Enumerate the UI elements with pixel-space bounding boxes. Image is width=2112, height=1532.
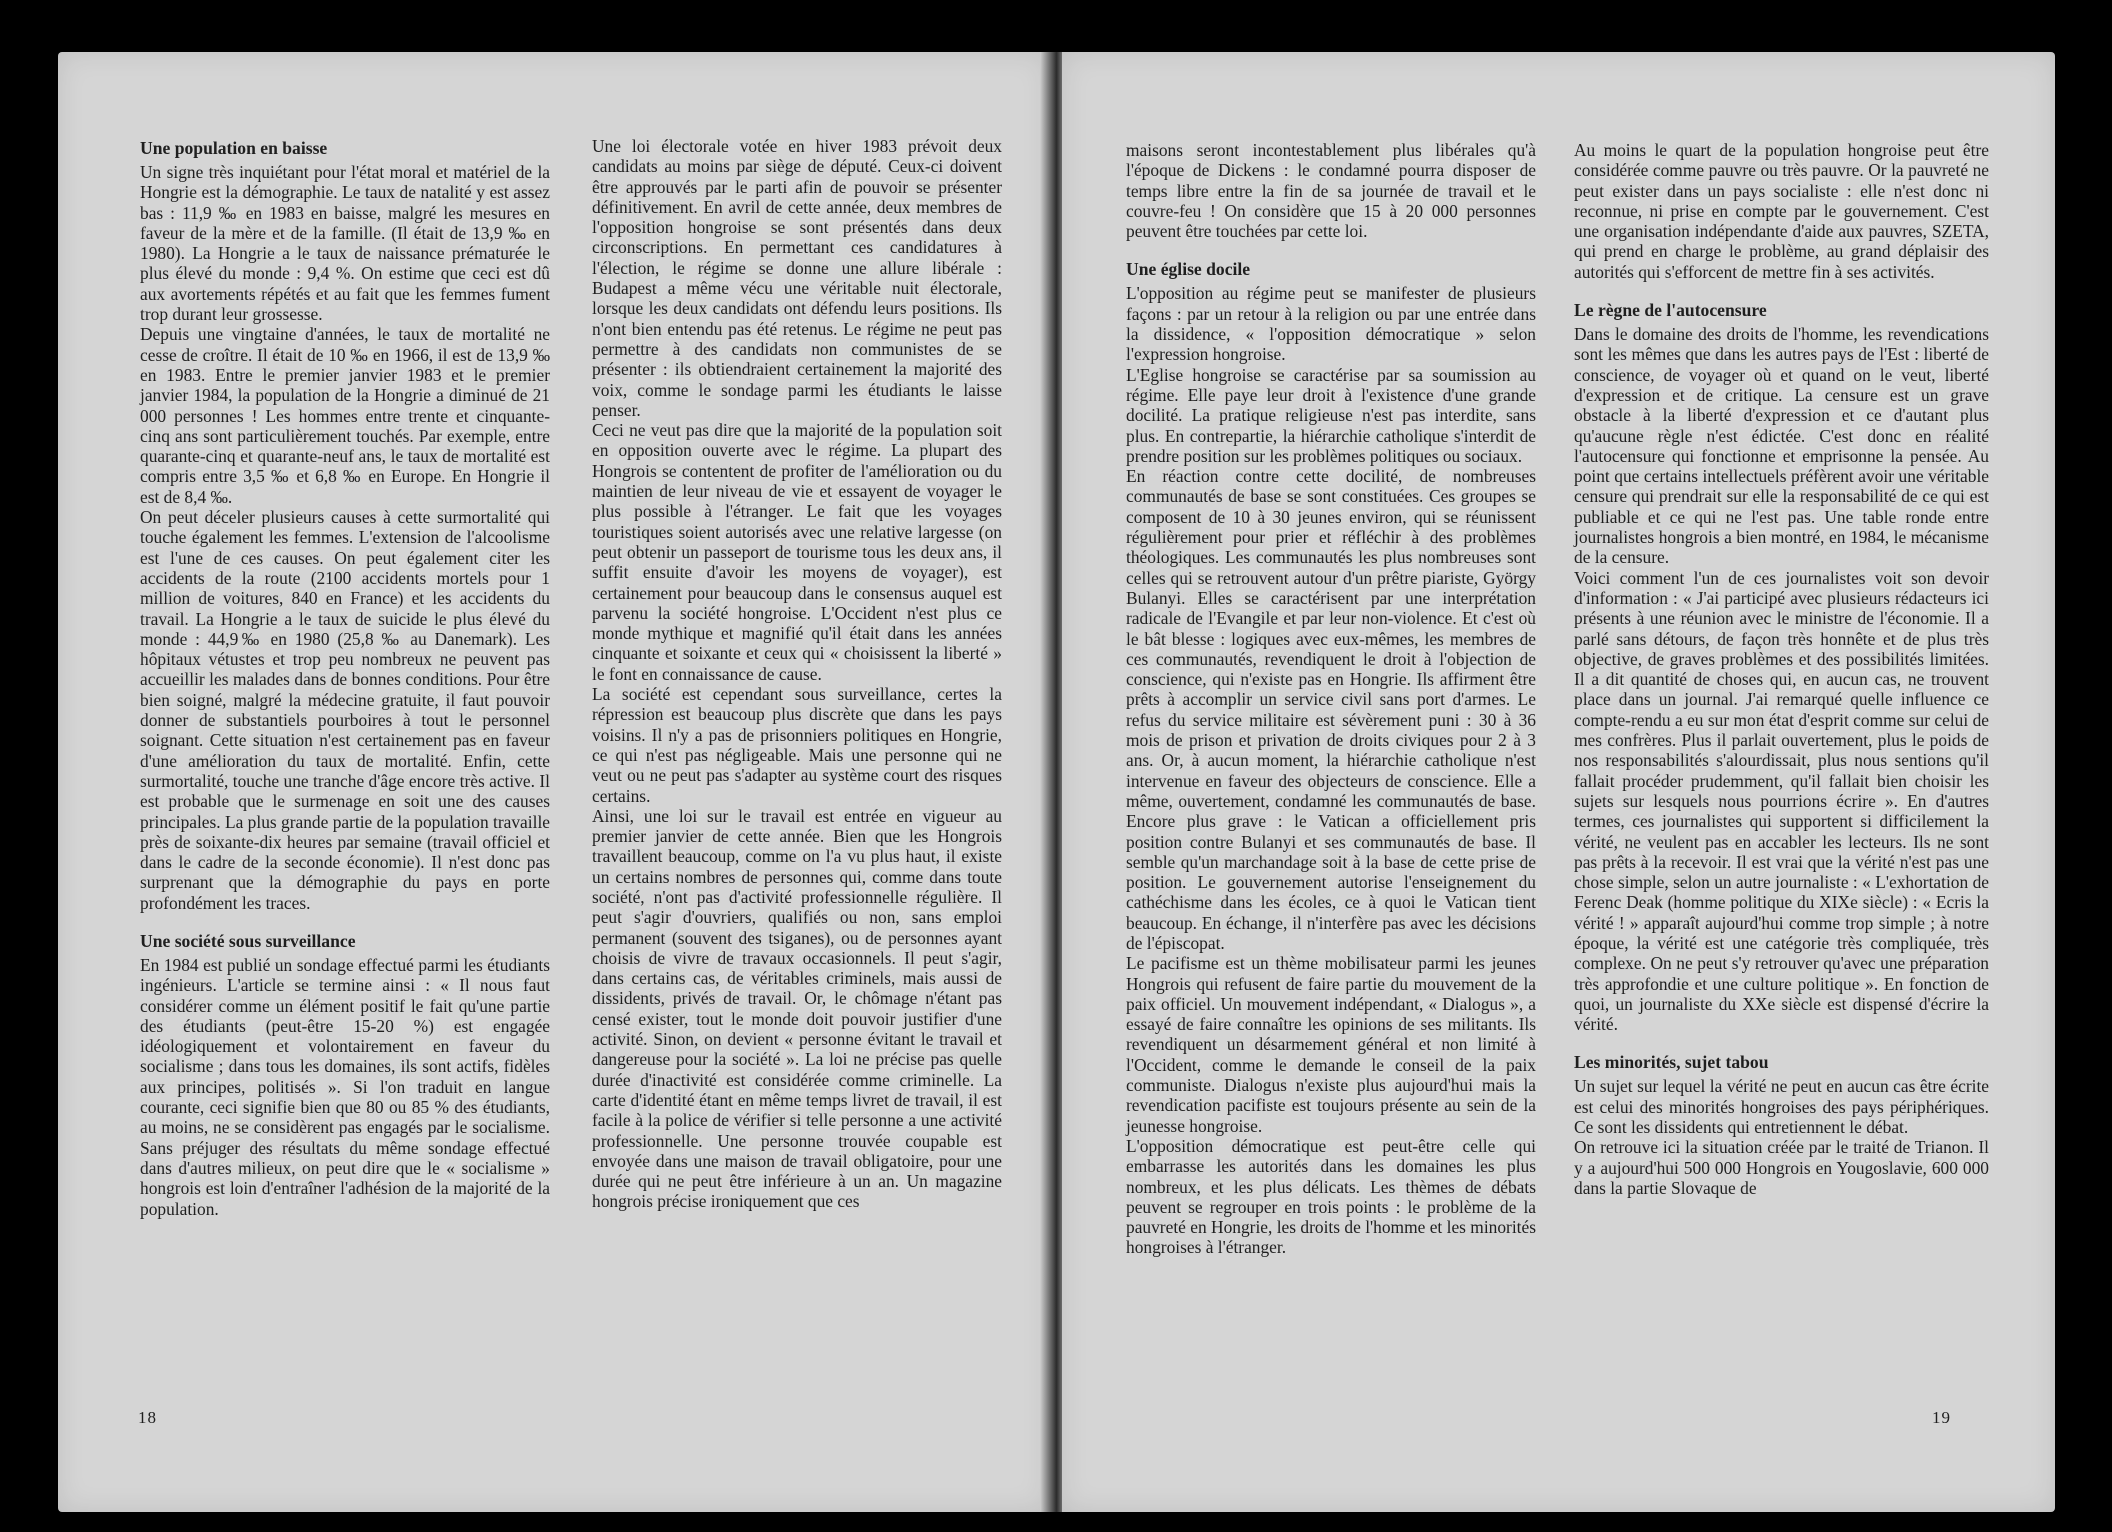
page-number: 19 — [1932, 1408, 1951, 1427]
left-column-2 — [592, 136, 1002, 1212]
paragraph: Dans le domaine des droits de l'homme, les revendications sont les mêmes que dans les autres pays de l'Est : liberté de conscience, de voyager où et quand on le veut, liberté d'expression et de critique. La censure est un grave obstacle à la liberté d'expression et ce d'autant plus qu'aucune règle n'est édictée. C'est donc en réalité l'autocensure qui fonctionne et emprisonne la pensée. Au point que certains intellectuels préfèrent avoir une véritable censure qui prendrait sur elle la responsabilité de ce qui est publiable et ce qui ne l'est pas. Une table ronde entre journalistes hongrois a bien montré, en 1984, le mécanisme de la censure. — [1574, 324, 1989, 568]
paragraph: L'opposition démocratique est peut-être celle qui embarrasse les autorités dans les domaines les plus nombreux, et les plus délicats. Les thèmes de débats peuvent se regrouper en trois points : le problème de la pauvreté en Hongrie, les droits de l'homme et les minorités hongroises à l'étranger. — [1126, 1135, 1536, 1258]
paragraph: Le pacifisme est un thème mobilisateur parmi les jeunes Hongrois qui refusent de faire partie du mouvement de la paix officiel. Un mouvement indépendant, « Dialogus », a essayé de faire connaître les opinions de ses militants. Ils revendiquent un désarmement général et non limité à l'Occident, comme le demande le conseil de la paix communiste. Dialogus n'existe plus aujourd'hui mais la revendication pacifiste est toujours présente au sein de la jeunesse hongroise. — [1126, 953, 1536, 1136]
right-page — [1062, 52, 2055, 1512]
section-heading: Les minorités, sujet tabou — [1574, 1052, 1769, 1073]
page-number: 18 — [138, 1408, 157, 1427]
paragraph: On peut déceler plusieurs causes à cette surmortalité qui touche également les femmes. L'extension de l'alcoolisme est l'une de ces causes. On peut également citer les accidents de la route (2100 accidents mortels pour 1 million de voitures, 840 en France) et les accidents du travail. La Hongrie a le taux de suicide le plus élevé du monde : 44,9‰ en 1980 (25,8 ‰ au Danemark). Les hôpitaux vétustes et trop peu nombreux ne peuvent pas accueillir les malades dans de bonnes conditions. Pour être bien soigné, malgré la médecine gratuite, il faut pouvoir donner de substantiels pourboires à tout le personnel soignant. Cette situation n'est certainement pas en faveur d'une amélioration du taux de mortalité. Enfin, cette surmortalité, touche une tranche d'âge encore très active. Il est probable que le surmenage en soit une des causes principales. La plus grande partie de la population travaille près de soixante-dix heures par semaine (travail officiel et dans le cadre de la seconde économie). Il n'est donc pas surprenant que la démographie du pays en porte profondément les traces. — [140, 507, 550, 913]
paragraph: On retrouve ici la situation créée par le traité de Trianon. Il y a aujourd'hui 500 000 Hongrois en Yougoslavie, 600 000 dans la partie Slovaque de — [1574, 1137, 1989, 1198]
right-column-1 — [1126, 140, 1536, 1258]
paragraph: En réaction contre cette docilité, de nombreuses communautés de base se sont constituées. Ces groupes se composent de 10 à 30 jeunes environ, qui se réunissent régulièrement pour prier et réfléchir à des problèmes théologiques. Les communautés les plus nombreuses sont celles qui se retrouvent autour d'un prêtre piariste, György Bulanyi. Elles se caractérisent par une interprétation radicale de l'Evangile et par leur non-violence. Et c'est où le bât blesse : logiques avec eux-mêmes, les membres de ces communautés, revendiquent le droit à l'objection de conscience, qui n'existe pas en Hongrie. Ils affirment être prêts à accomplir un service civil sans port d'armes. Le refus du service militaire est sévèrement puni : 30 à 36 mois de prison et privation de droits civiques pour 2 à 3 ans. Or, à aucun moment, la hiérarchie catholique n'est intervenue en faveur des objecteurs de conscience. Elle a même, ouvertement, condamné les communautés de base. Encore plus grave : le Vatican a officiellement pris position contre Bulanyi et ses communautés de base. Il semble qu'un marchandage soit à la base de cette prise de position. Le gouvernement autorise l'enseignement du cathéchisme dans les écoles, ce à quoi le Vatican tient beaucoup. En échange, il n'interfère pas avec les décisions de l'épiscopat. — [1126, 466, 1536, 953]
section-heading: Une église docile — [1126, 259, 1251, 280]
paragraph: Un sujet sur lequel la vérité ne peut en aucun cas être écrite est celui des minorités hongroises des pays périphériques. Ce sont les dissidents qui entretiennent le débat. — [1574, 1076, 1989, 1138]
paragraph: L'opposition au régime peut se manifester de plusieurs façons : par un retour à la religion ou par une entrée dans la dissidence, « l'opposition démocratique » selon l'expression hongroise. — [1126, 283, 1536, 365]
paragraph: Ceci ne veut pas dire que la majorité de la population soit en opposition ouverte avec le régime. La plupart des Hongrois se contentent de profiter de l'amélioration ou du maintien de leur niveau de vie et essayent de voyager le plus possible à l'étranger. Le fait que les voyages touristiques soient autorisés avec une relative largesse (on peut obtenir un passeport de tourisme tous les deux ans, il suffit ensuite d'avoir les moyens de voyager), est certainement pour beaucoup dans le consensus auquel est parvenu la société hongroise. L'Occident n'est plus ce monde mythique et magnifié qu'il était dans les années cinquante et soixante et ceux qui « choisissent la liberté » le font en connaissance de cause. — [592, 420, 1002, 684]
paragraph: Une loi électorale votée en hiver 1983 prévoit deux candidats au moins par siège de député. Ceux-ci doivent être approuvés par le parti afin de pouvoir se présenter définitivement. En avril de cette année, deux membres de l'opposition hongroise se sont présentés dans deux circonscriptions. En permettant ces candidatures à l'élection, le régime se donne une allure libérale : Budapest a même vécu une véritable nuit électorale, lorsque les deux candidats ont défendu leurs positions. Ils n'ont bien entendu pas été retenus. Le régime ne peut pas permettre à des candidats non communistes de se présenter : ils obtiendraient certainement la majorité des voix, comme le sondage parmi les étudiants le laisse penser. — [592, 136, 1002, 420]
paragraph: Au moins le quart de la population hongroise peut être considérée comme pauvre ou très pauvre. Or la pauvreté ne peut exister dans un pays socialiste : elle n'est donc ni reconnue, ni prise en compte par le gouvernement. C'est une organisation indépendante d'aide aux pauvres, SZETA, qui prend en charge le problème, au grand déplaisir des autorités qui s'efforcent de mettre fin à ses activités. — [1574, 140, 1989, 282]
section-heading: Le règne de l'autocensure — [1574, 300, 1767, 321]
left-page — [58, 52, 1048, 1512]
paragraph: La société est cependant sous surveillance, certes la répression est beaucoup plus discrète que dans les pays voisins. Il n'y a pas de prisonniers politiques en Hongrie, ce qui n'est pas négligeable. Mais une personne qui ne veut ou ne peut pas s'adapter au système court des risques certains. — [592, 684, 1002, 806]
section-heading: Une population en baisse — [140, 138, 328, 158]
paragraph: En 1984 est publié un sondage effectué parmi les étudiants ingénieurs. L'article se termine ainsi : « Il nous faut considérer comme un élément positif le fait qu'une partie des étudiants (peut-être 15-20 %) est engagée idéologiquement et volontairement en faveur du socialisme ; dans tous les domaines, ils sont actifs, fidèles aux principes, politisés ». Si l'on traduit en langue courante, ceci signifie bien que 80 ou 85 % des étudiants, au moins, ne se considèrent pas engagés par le socialisme. Sans préjuger des résultats du même sondage effectué dans d'autres milieux, on peut dire que le « socialisme » hongrois est loin d'entraîner l'adhésion de la majorité de la population. — [140, 954, 550, 1219]
paragraph: Depuis une vingtaine d'années, le taux de mortalité ne cesse de croître. Il était de 10 ‰ en 1966, il est de 13,9 ‰ en 1983. Entre le premier janvier 1983 et le premier janvier 1984, la population de la Hongrie a diminué de 21 000 personnes ! Les hommes entre trente et cinquante-cinq ans sont particulièrement touchés. Par exemple, entre quarante-cinq et quarante-neuf ans, le taux de mortalité est compris entre 3,5 ‰ et 6,8 ‰ en Europe. En Hongrie il est de 8,4 ‰. — [140, 324, 550, 507]
right-column-2 — [1574, 140, 1989, 1198]
left-column-1 — [140, 138, 550, 1219]
paragraph: L'Eglise hongroise se caractérise par sa soumission au régime. Elle paye leur droit à l'existence d'une grande docilité. La pratique religieuse n'est pas interdite, sans plus. En contrepartie, la hiérarchie catholique s'interdit de prendre position sur les problèmes politiques ou sociaux. — [1126, 364, 1536, 466]
paragraph: Voici comment l'un de ces journalistes voit son devoir d'information : « J'ai participé avec plusieurs rédacteurs ici présents à une réunion avec le ministre de l'économie. Il a parlé sans détours, de façon très honnête et de plus très objective, de graves problèmes et des possibilités limitées. Il a dit quantité de choses qui, en aucun cas, ne trouvent place dans un journal. J'ai remarqué quelle influence ce compte-rendu a eu sur mon état d'esprit comme sur celui de mes confrères. Plus il parlait ouvertement, plus le poids de nos responsabilités s'alourdissait, plus nous sentions qu'il fallait procéder prudemment, qu'il fallait bien choisir les sujets sur lesquels nous pourrions écrire ». En d'autres termes, ces journalistes qui supportent si difficilement la vérité, ne veulent pas en accabler les lecteurs. Ils ne sont pas prêts à la recevoir. Il est vrai que la vérité n'est pas une chose simple, selon un autre journaliste : « L'exhortation de Ferenc Deak (homme politique du XIXe siècle) : « Ecris la vérité ! » apparaît aujourd'hui comme trop simple ; à notre époque, la vérité est une catégorie très compliquée, très complexe. On ne peut s'y retrouver qu'avec une préparation très approfondie et une culture politique ». En fonction de quoi, un journaliste du XXe siècle est dispensé d'écrire la vérité. — [1574, 567, 1989, 1035]
paragraph: maisons seront incontestablement plus libérales qu'à l'époque de Dickens : le condamné pourra disposer de temps libre entre la fin de sa journée de travail et le couvre-feu ! On considère que 15 à 20 000 personnes peuvent être touchées par cette loi. — [1126, 140, 1536, 242]
section-heading: Une société sous surveillance — [140, 930, 356, 951]
paragraph: Ainsi, une loi sur le travail est entrée en vigueur au premier janvier de cette année. Bien que les Hongrois travaillent beaucoup, comme on l'a vu plus haut, il existe un certains nombres de personnes qui, comme dans toute société, n'ont pas d'activité professionnelle régulière. Il peut s'agir d'ouvriers, qualifiés ou non, sans emploi permanent (souvent des tsiganes), ou de personnes ayant choisis de vivre de travaux occasionnels. Il peut s'agir, dans certains cas, de véritables criminels, mais aussi de dissidents, privés de travail. Or, le chômage n'étant pas censé exister, tout le monde doit pouvoir justifier d'une activité. Sinon, on devient « personne évitant le travail et dangereuse pour la société ». La loi ne précise pas quelle durée d'inactivité est considérée comme criminelle. La carte d'identité étant en même temps livret de travail, il est facile à la police de vérifier si telle personne a une activité professionnelle. Une personne trouvée coupable est envoyée dans une maison de travail obligatoire, pour une durée qui ne peut être inférieure à un an. Un magazine hongrois précise ironiquement que ces — [592, 805, 1002, 1212]
paragraph: Un signe très inquiétant pour l'état moral et matériel de la Hongrie est la démographie. Le taux de natalité y est assez bas : 11,9 ‰ en 1983 en baisse, malgré les mesures en faveur de la mère et de la famille. (Il était de 13,9 ‰ en 1980). La Hongrie a le taux de naissance prématurée le plus élevé du monde : 9,4 %. On estime que ceci est dû aux avortements répétés et au fait que les femmes fument trop durant leur grossesse. — [140, 162, 550, 325]
